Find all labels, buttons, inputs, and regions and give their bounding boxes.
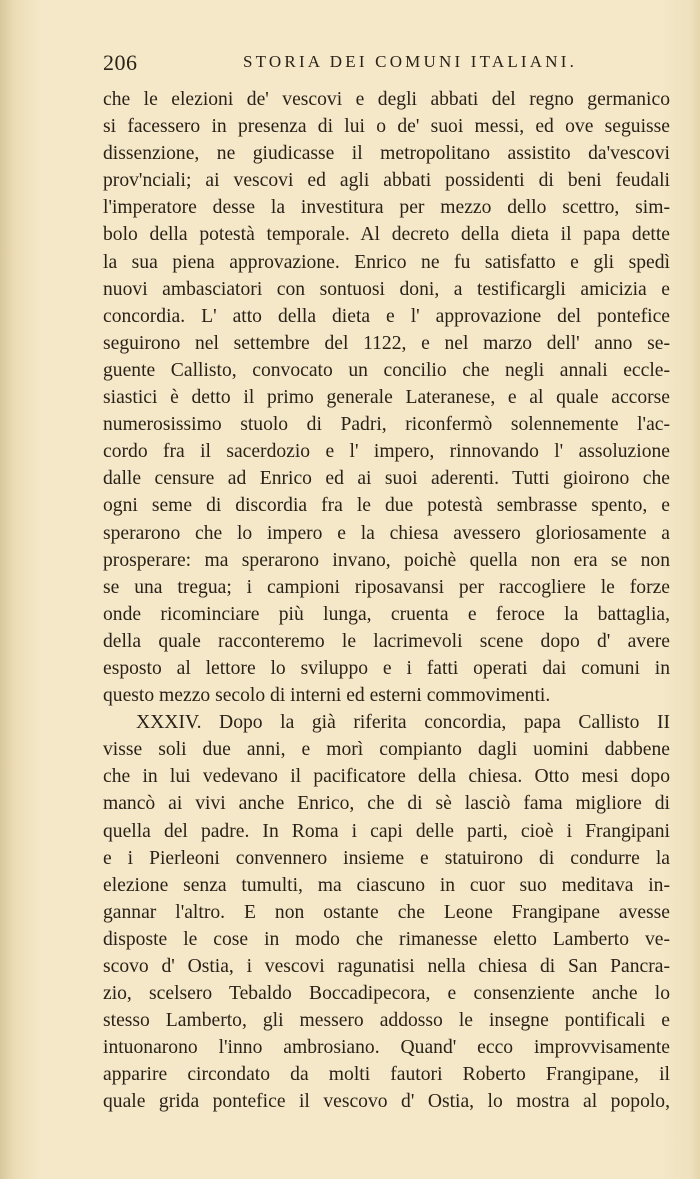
running-title: STORIA DEI COMUNI ITALIANI.	[243, 52, 578, 71]
text-line: prosperare: ma sperarono invano, poichè quella non era se non	[103, 549, 670, 571]
paragraph-end-line: questo mezzo secolo di interni ed esterni commovimenti.	[103, 685, 551, 707]
text-line: disposte le cose in modo che rimanesse eletto Lamberto ve-	[103, 928, 670, 950]
text-line: dissenzione, ne giudicasse il metropolitano assistito da'vescovi	[103, 143, 670, 165]
text-line: apparire circondato da molti fautori Roberto Frangipane, il	[103, 1064, 670, 1086]
text-line: cordo fra il sacerdozio e l' impero, rinnovando l' assoluzione	[103, 441, 670, 463]
text-line: intuonarono l'inno ambrosiano. Quand' ecco improvvisamente	[103, 1037, 670, 1059]
text-line: bolo della potestà temporale. Al decreto della dieta il papa dette	[103, 224, 670, 246]
text-line: ogni seme di discordia fra le due potestà sembrasse spento, e	[103, 495, 670, 517]
text-line: nuovi ambasciatori con sontuosi doni, a testificargli amicizia e	[103, 278, 670, 300]
page-number: 206	[103, 50, 138, 75]
text-line: dalle censure ad Enrico ed ai suoi aderenti. Tutti gioirono che	[103, 468, 670, 490]
text-line: della quale racconteremo le lacrimevoli scene dopo d' avere	[103, 630, 670, 652]
text-line: stesso Lamberto, gli messero addosso le insegne pontificali e	[103, 1010, 670, 1032]
text-line: scovo d' Ostia, i vescovi ragunatisi nella chiesa di San Pancra-	[103, 956, 670, 977]
section-start-line: XXXIV. Dopo la già riferita concordia, papa Callisto II	[136, 712, 670, 734]
text-line: e i Pierleoni convennero insieme e statuirono di condurre la	[103, 847, 670, 869]
text-line: l'imperatore desse la investitura per mezzo dello scettro, sim-	[103, 197, 670, 219]
text-line: sperarono che lo impero e la chiesa avessero gloriosamente a	[103, 522, 670, 544]
text-line: siastici è detto il primo generale Lateranese, e al quale accorse	[103, 387, 670, 409]
text-line: seguirono nel settembre del 1122, e nel marzo dell' anno se-	[103, 332, 670, 354]
text-line: numerosissimo stuolo di Padri, riconfermò solennemente l'ac-	[103, 414, 670, 436]
text-line: prov'nciali; ai vescovi ed agli abbati possidenti di beni feudali	[103, 170, 670, 192]
text-line: gannar l'altro. E non ostante che Leone Frangipane avesse	[103, 901, 670, 923]
text-line: la sua piena approvazione. Enrico ne fu satisfatto e gli spedì	[103, 251, 670, 273]
text-line: visse soli due anni, e morì compianto dagli uomini dabbene	[103, 739, 670, 761]
text-line: concordia. L' atto della dieta e l' approvazione del pontefice	[103, 305, 670, 327]
text-line: onde ricominciare più lunga, cruenta e feroce la battaglia,	[103, 603, 670, 625]
text-line: si facessero in presenza di lui o de' suoi messi, ed ove seguisse	[103, 116, 670, 138]
text-line: se una tregua; i campioni riposavansi per raccogliere le forze	[103, 576, 670, 598]
text-line: mancò ai vivi anche Enrico, che di sè lasciò fama migliore di	[103, 793, 670, 815]
text-line: quale grida pontefice il vescovo d' Ostia, lo mostra al popolo,	[103, 1091, 670, 1113]
text-line: che le elezioni de' vescovi e degli abbati del regno germanico	[103, 89, 670, 110]
text-line: guente Callisto, convocato un concilio che negli annali eccle-	[103, 359, 670, 381]
text-line: che in lui vedevano il pacificatore della chiesa. Otto mesi dopo	[103, 766, 670, 788]
body-text	[103, 86, 670, 1116]
text-line: zio, scelsero Tebaldo Boccadipecora, e consenziente anche lo	[103, 983, 670, 1005]
text-line: esposto al lettore lo sviluppo e i fatti operati dai comuni in	[103, 657, 670, 679]
text-line: quella del padre. In Roma i capi delle parti, cioè i Frangipani	[103, 820, 670, 842]
running-head	[103, 50, 670, 80]
text-line: elezione senza tumulti, ma ciascuno in cuor suo meditava in-	[103, 874, 670, 896]
